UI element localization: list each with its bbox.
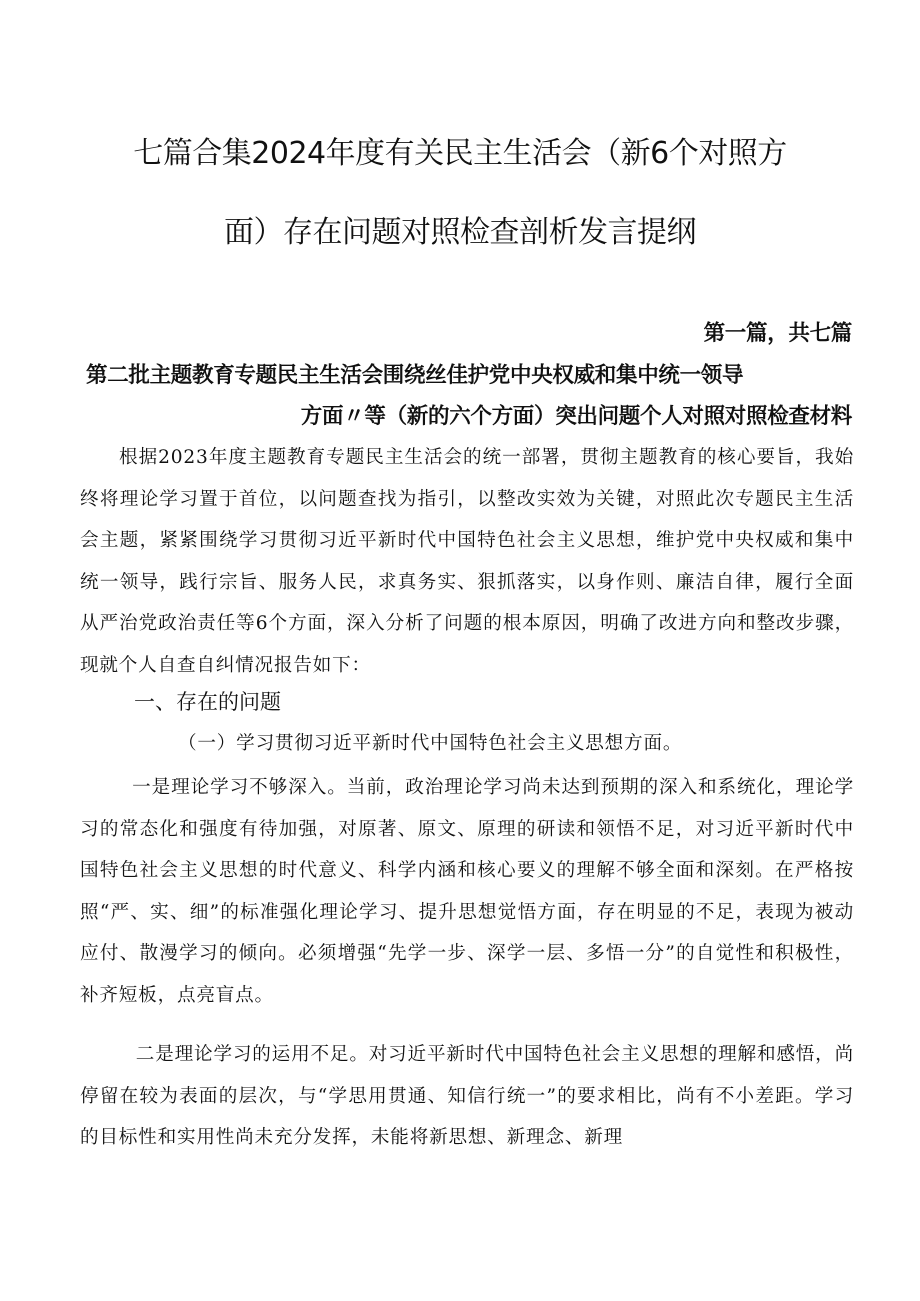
material-heading-line-2: 方面〃等（新的六个方面）突出问题个人对照对照检查材料 [300,404,852,429]
subsection-heading: （一）学习贯彻习近平新时代中国特色社会主义思想方面。 [178,733,683,754]
document-title-line-2: 面）存在问题对照检查剖析发言提纲 [224,215,696,250]
section-heading: 一、存在的问题 [134,690,281,714]
problem-paragraph-2: 二是理论学习的运用不足。对习近平新时代中国特色社会主义思想的理解和感悟，尚停留在较为表面的层次，与“学思用贯通、知信行统一”的要求相比，尚有不小差距。学习的目标性和实用性尚未充分发挥，未能将新思想、新理念、新理 [80,1044,854,1149]
part-label: 第一篇，共七篇 [703,321,852,346]
problem-paragraph-1: 一是理论学习不够深入。当前，政治理论学习尚未达到预期的深入和系统化，理论学习的常态化和强度有待加强，对原著、原文、原理的研读和领悟不足，对习近平新时代中国特色社会主义思想的时代意义、科学内涵和核心要义的理解不够全面和深刻。在严格按照“严、实、细”的标准强化理论学习、提升思想觉悟方面，存在明显的不足，表现为被动应付、散漫学习的倾向。必须增强“先学一步、深学一层、多悟一分”的自觉性和积极性，补齐短板，点亮盲点。 [80,777,854,1006]
material-heading-line-1: 第二批主题教育专题民主生活会围绕丝佳护党中央权威和集中统一领导 [86,363,744,388]
document-title-line-1: 七篇合集2024年度有关民主生活会（新6个对照方 [133,136,787,171]
intro-paragraph: 根据2023年度主题教育专题民主生活会的统一部署，贯彻主题教育的核心要旨，我始终将理论学习置于首位，以问题查找为指引，以整改实效为关键，对照此次专题民主生活会主题，紧紧围绕学习贯彻习近平新时代中国特色社会主义思想，维护党中央权威和集中统一领导，践行宗旨、服务人民，求真务实、狠抓落实，以身作则、廉洁自律，履行全面从严治党政治责任等6个方面，深入分析了问题的根本原因，明确了改进方向和整改步骤，现就个人自查自纠情况报告如下： [80,447,854,676]
